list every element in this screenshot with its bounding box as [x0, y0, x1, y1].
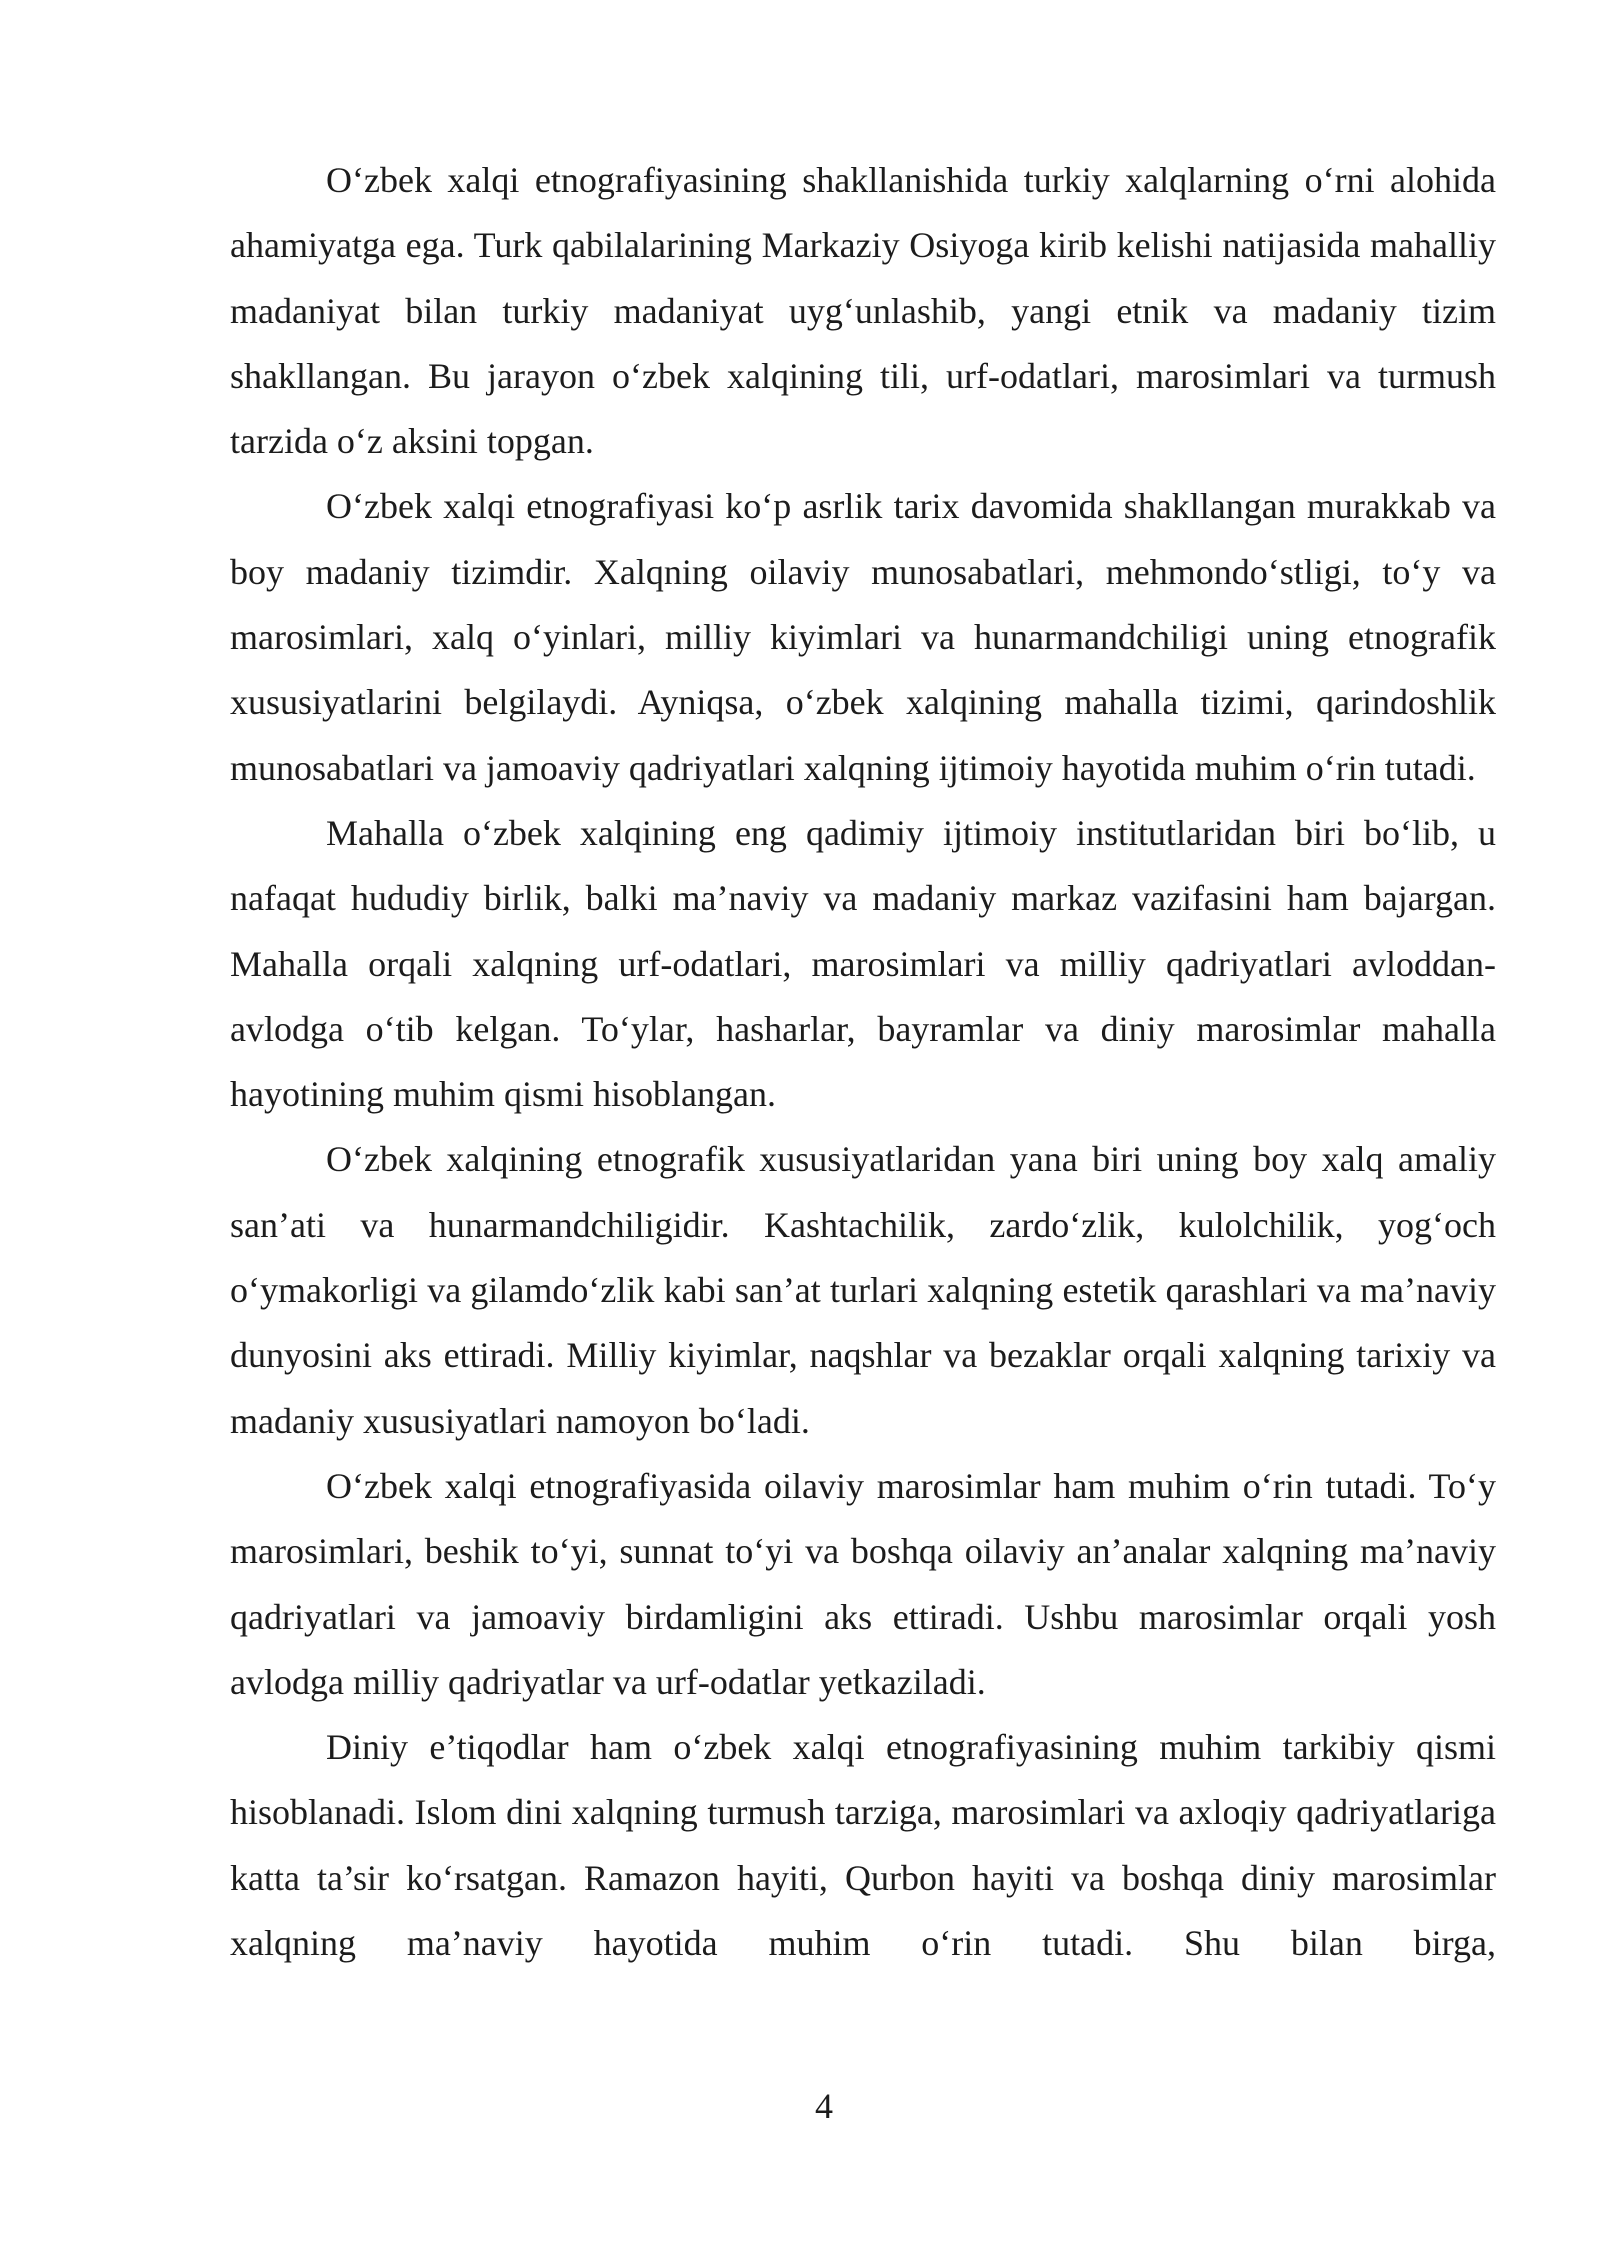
paragraph-1: O‘zbek xalqi etnografiyasining shakllanishida turkiy xalqlarning o‘rni alohida ahamiyatga ega. Turk qabilalarining Markaziy Osiyoga kirib kelishi natijasida mahalliy madaniyat bilan turkiy madaniyat uyg‘unlashib, yangi etnik va madaniy tizim shakllangan. Bu jarayon o‘zbek xalqining tili, urf-odatlari, marosimlari va turmush tarzida o‘z aksini topgan. — [230, 160, 1496, 462]
paragraph-5: O‘zbek xalqi etnografiyasida oilaviy marosimlar ham muhim o‘rin tutadi. To‘y marosimlari, beshik to‘yi, sunnat to‘yi va boshqa oilaviy an’analar xalqning ma’naviy qadriyatlari va jamoaviy birdamligini aks ettiradi. Ushbu marosimlar orqali yosh avlodga milliy qadriyatlar va urf-odatlar yetkaziladi. — [230, 1465, 1496, 1702]
paragraph-2: O‘zbek xalqi etnografiyasi ko‘p asrlik tarix davomida shakllangan murakkab va boy madaniy tizimdir. Xalqning oilaviy munosabatlari, mehmondo‘stligi, to‘y va marosimlari, xalq o‘yinlari, milliy kiyimlari va hunarmandchiligi uning etnografik xususiyatlarini belgilaydi. Ayniqsa, o‘zbek xalqining mahalla tizimi, qarindoshlik munosabatlari va jamoaviy qadriyatlari xalqning ijtimoiy hayotida muhim o‘rin tutadi. — [230, 486, 1496, 788]
paragraph-3: Mahalla o‘zbek xalqining eng qadimiy ijtimoiy institutlaridan biri bo‘lib, u nafaqat hududiy birlik, balki ma’naviy va madaniy markaz vazifasini ham bajargan. Mahalla orqali xalqning urf-odatlari, marosimlari va milliy qadriyatlari avloddan-avlodga o‘tib kelgan. To‘ylar, hasharlar, bayramlar va diniy marosimlar mahalla hayotining muhim qismi hisoblangan. — [230, 812, 1496, 1115]
paragraph-6: Diniy e’tiqodlar ham o‘zbek xalqi etnografiyasining muhim tarkibiy qismi hisoblanadi. Islom dini xalqning turmush tarziga, marosimlari va axloqiy qadriyatlariga katta ta’sir ko‘rsatgan. Ramazon hayiti, Qurbon hayiti va boshqa diniy marosimlar xalqning ma’naviy hayotida muhim o‘rin tutadi. Shu bilan birga, — [230, 1727, 1496, 1964]
paragraph-4: O‘zbek xalqining etnografik xususiyatlaridan yana biri uning boy xalq amaliy san’ati va hunarmandchiligidir. Kashtachilik, zardo‘zlik, kulolchilik, yog‘och o‘ymakorligi va gilamdo‘zlik kabi san’at turlari xalqning estetik qarashlari va ma’naviy dunyosini aks ettiradi. Milliy kiyimlar, naqshlar va bezaklar orqali xalqning tarixiy va madaniy xususiyatlari namoyon bo‘ladi. — [230, 1139, 1496, 1441]
page-number: 4 — [815, 2086, 833, 2126]
body-text — [230, 148, 1496, 1976]
